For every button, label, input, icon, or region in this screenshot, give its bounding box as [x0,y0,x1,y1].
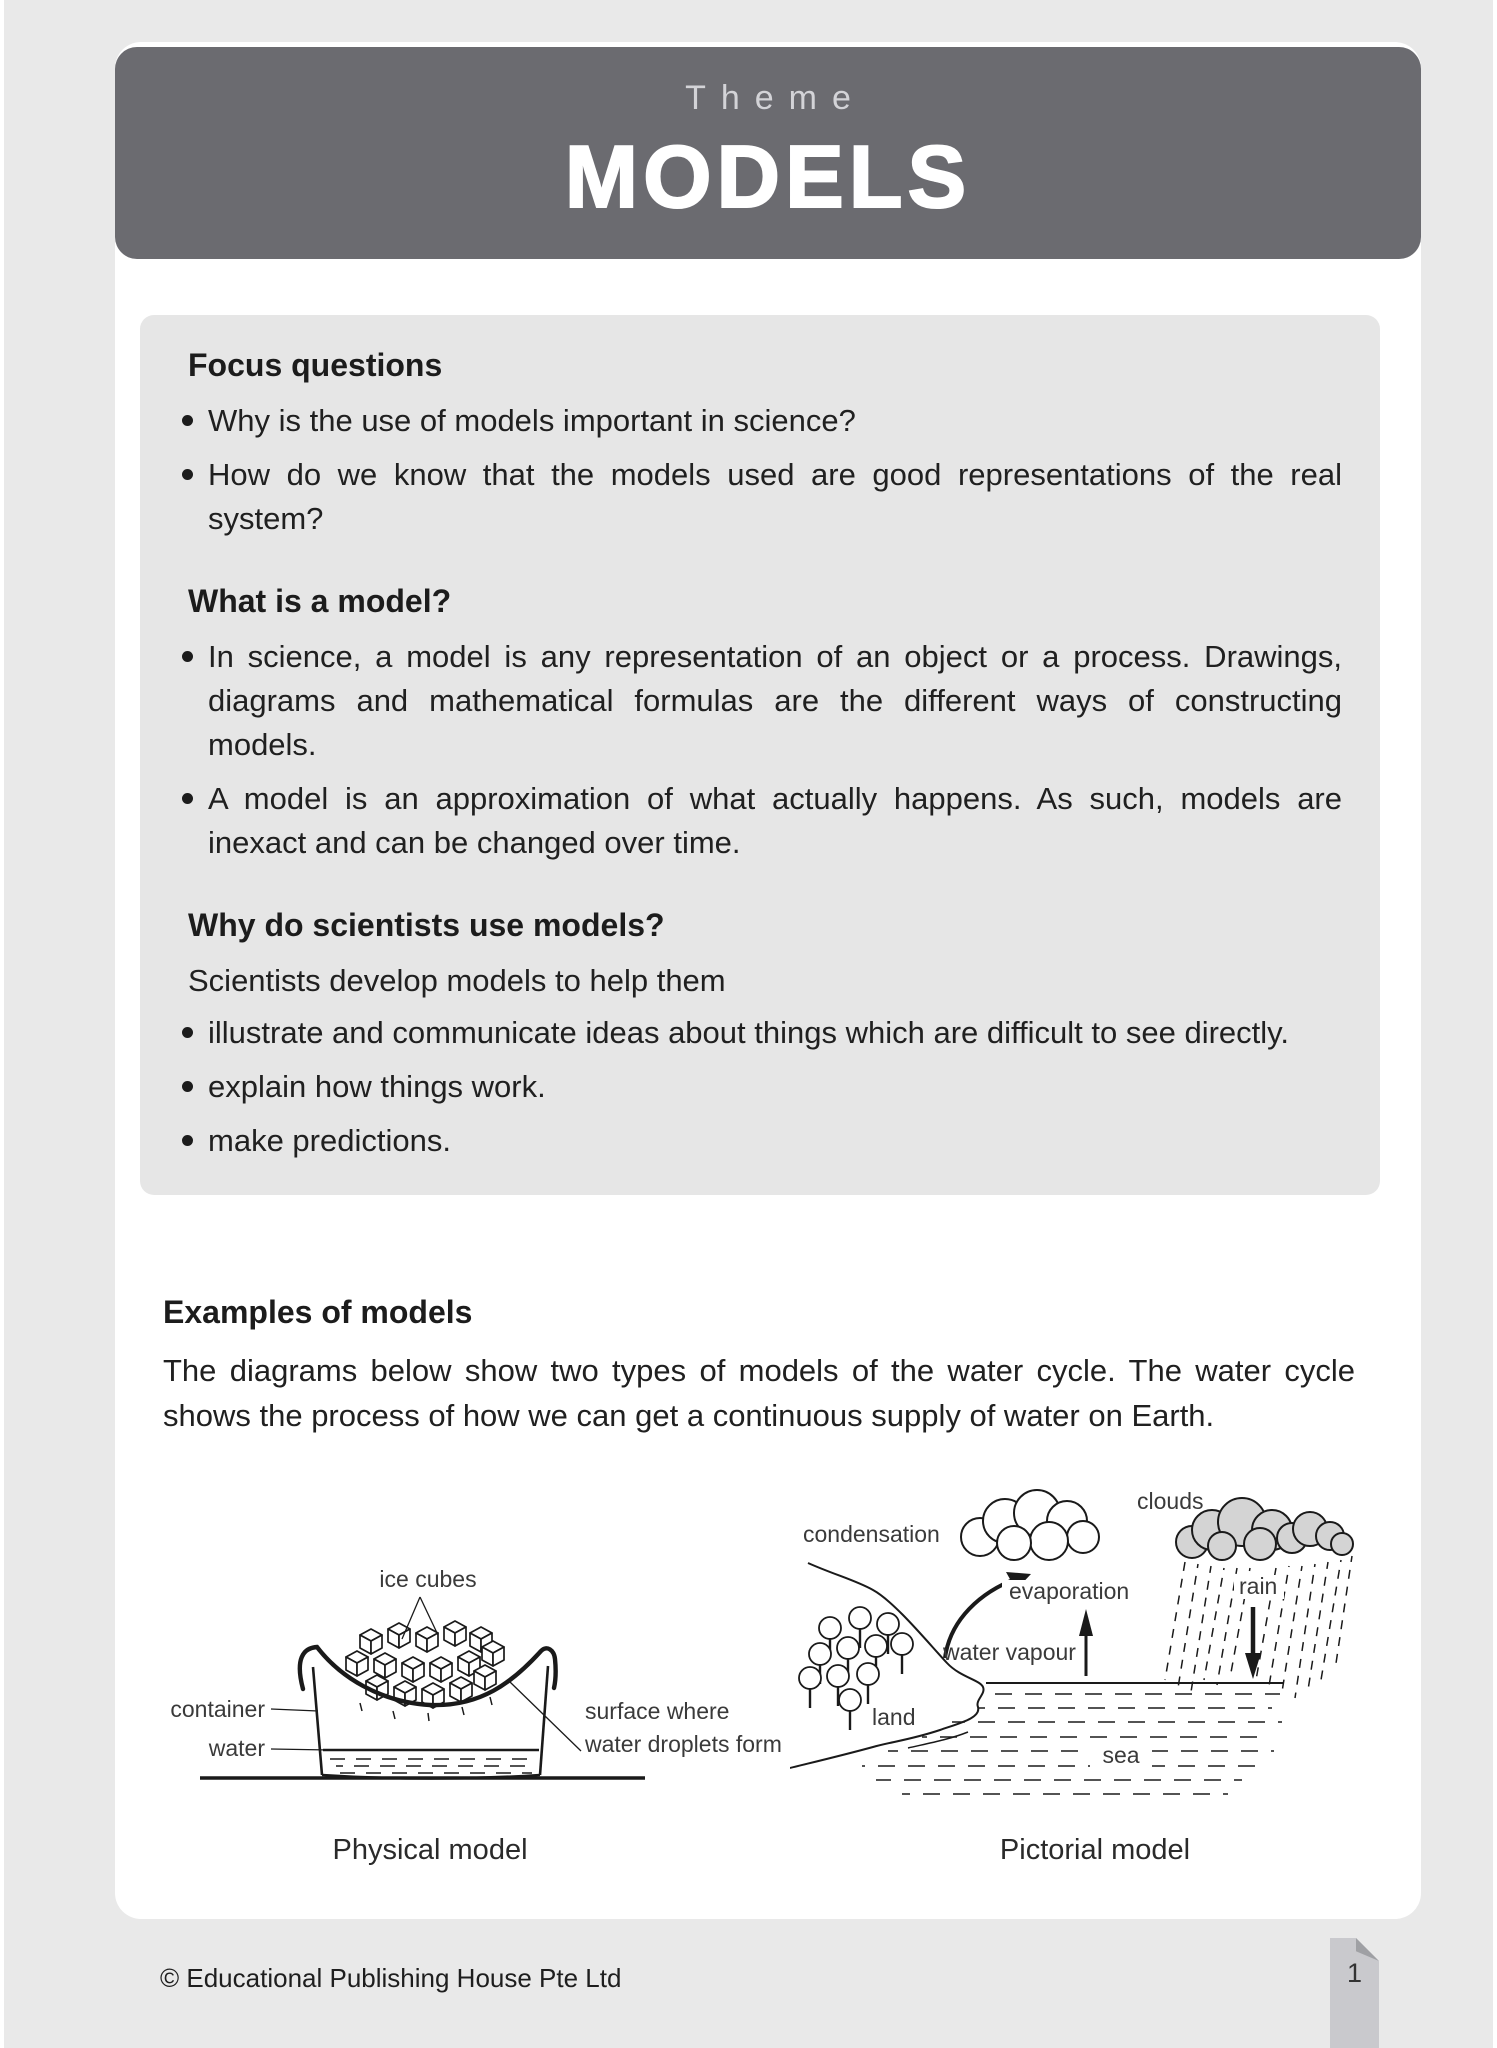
pictorial-model-caption: Pictorial model [999,1834,1191,1866]
pictorial-model-diagram [790,1480,1400,1810]
bullet-text: How do we know that the models used are good representations of the real system? [208,457,1342,536]
bullet-icon [164,399,208,443]
container-leader [271,1709,318,1711]
rain-label: rain [1239,1573,1278,1599]
bullet-icon [164,635,208,767]
water-vapour-label: water vapour [943,1639,1076,1665]
list-item [164,1119,1342,1163]
focus-questions-box [140,315,1380,1195]
why-scientists-intro: Scientists develop models to help them [188,963,726,998]
evaporation-arrow [1079,1609,1093,1676]
container-label: container [170,1696,265,1722]
bullet-text: illustrate and communicate ideas about things which are difficult to see directly. [208,1015,1289,1050]
bullet-icon [164,1065,208,1109]
water-label: water [208,1735,265,1761]
bullet-text: Why is the use of models important in science? [208,403,856,438]
theme-header [115,47,1421,259]
bullet-text: In science, a model is any representation of an object or a process. Drawings, diagrams and mathematical formulas are the different ways of constructing models. [208,639,1342,762]
document-page [115,42,1421,1919]
shore-detail [908,1732,968,1748]
list-item [164,453,1342,541]
page-title: MODELS [564,127,972,226]
examples-section [163,1292,1355,1438]
what-is-a-model-list [164,635,1342,865]
theme-kicker: Theme [685,79,866,117]
list-item [164,399,1342,443]
why-scientists-list [164,1011,1342,1163]
bullet-icon [164,1011,208,1055]
examples-paragraph: The diagrams below show two types of models of the water cycle. The water cycle shows the process of how we can get a continuous supply of water on Earth. [163,1353,1355,1433]
evaporation-label: evaporation [1009,1578,1130,1604]
list-item [164,1011,1342,1055]
bullet-text: A model is an approximation of what actually happens. As such, models are inexact and can be changed over time. [208,781,1342,860]
bullet-icon [164,777,208,865]
bullet-icon [164,453,208,541]
sea-label: sea [1102,1742,1140,1768]
ice-cubes-label: ice cubes [379,1566,477,1592]
list-item [164,635,1342,767]
bullet-icon [164,1119,208,1163]
physical-model-caption: Physical model [332,1834,528,1866]
bullet-text: explain how things work. [208,1069,546,1104]
container-shape [313,1666,548,1779]
what-is-a-model-heading: What is a model? [188,583,452,619]
focus-questions-heading: Focus questions [188,347,443,383]
page-number: 1 [1346,1958,1363,1988]
list-item [164,777,1342,865]
surface-label-line2: water droplets form [585,1731,782,1757]
white-cloud [961,1490,1099,1560]
copyright-notice: © Educational Publishing House Pte Ltd [160,1963,622,1993]
condensation-label: condensation [803,1521,940,1547]
water-dashes [330,1759,532,1773]
bullet-text: make predictions. [208,1123,451,1158]
examples-heading: Examples of models [163,1294,473,1330]
list-item [164,1065,1342,1109]
surface-label-line1: surface where [585,1698,730,1724]
focus-questions-list [164,399,1342,541]
clouds-label: clouds [1137,1488,1204,1514]
physical-model-diagram [150,1555,800,1805]
land-label: land [872,1704,916,1730]
why-scientists-heading: Why do scientists use models? [188,907,665,943]
